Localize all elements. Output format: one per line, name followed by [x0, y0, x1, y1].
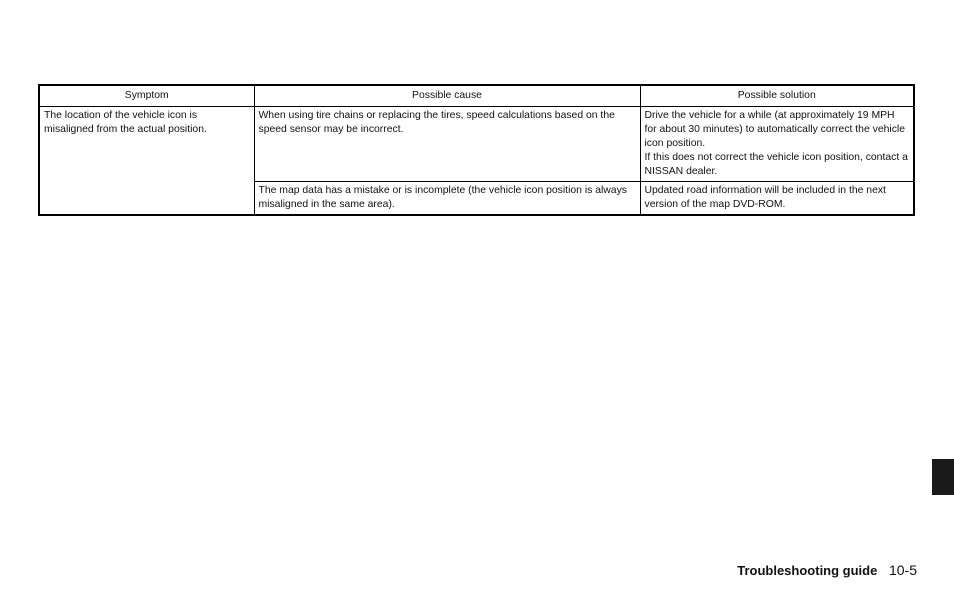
symptom-cell: The location of the vehicle icon is misaligned from the actual position. [39, 107, 254, 216]
table-row [39, 107, 914, 182]
header-symptom: Symptom [39, 85, 254, 107]
solution-line: Updated road information will be included in the next version of the map DVD-ROM. [644, 185, 886, 210]
chapter-thumb-tab [932, 459, 954, 495]
solution-cell [640, 107, 914, 182]
solution-line: Drive the vehicle for a while (at approximately 19 MPH for about 30 minutes) to automatically correct the vehicle icon position. [644, 110, 905, 149]
header-possible-cause: Possible cause [254, 85, 640, 107]
page-footer [737, 562, 917, 579]
cause-cell: The map data has a mistake or is incomplete (the vehicle icon position is always misaligned in the same area). [254, 182, 640, 216]
table-header-row [39, 85, 914, 107]
troubleshooting-table [38, 84, 915, 216]
cause-cell: When using tire chains or replacing the tires, speed calculations based on the speed sensor may be incorrect. [254, 107, 640, 182]
solution-line: If this does not correct the vehicle icon position, contact a NISSAN dealer. [644, 152, 908, 177]
solution-cell [640, 182, 914, 216]
header-possible-solution: Possible solution [640, 85, 914, 107]
footer-section-title: Troubleshooting guide [737, 563, 878, 578]
page-number: 10-5 [888, 562, 917, 578]
